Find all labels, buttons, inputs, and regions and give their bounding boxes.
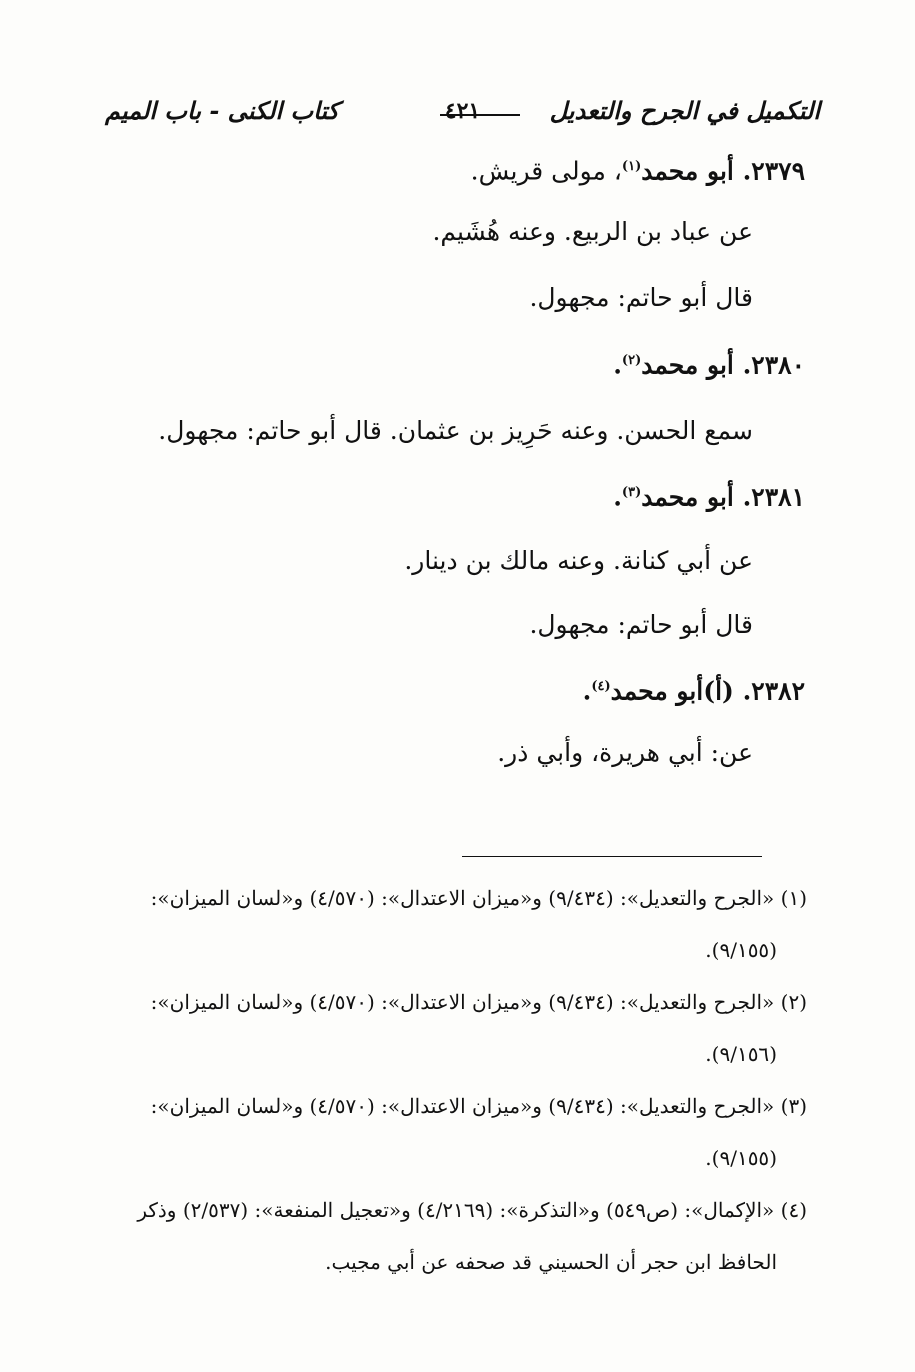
entry-suffix: . [582, 676, 592, 706]
entry-heading: ٢٣٨١. أبو محمد$^{(٣)}$. [613, 482, 805, 512]
footnote-ref: (٣) [621, 485, 642, 500]
entry-suffix: ، مولى قريش. [470, 156, 622, 186]
entry-name: أبو محمد [641, 156, 734, 186]
footnote [82, 1080, 807, 1184]
entry-line: سمع الحسن. وعنه حَرِيز بن عثمان. قال أبو حاتم: مجهول. [158, 416, 753, 445]
entry-heading: ٢٣٧٩. أبو محمد$^{(١)}$، مولى قريش. [470, 156, 805, 186]
main-text [80, 150, 805, 769]
entry-suffix: . [613, 482, 622, 512]
running-title: التكميل في الجرح والتعديل [549, 96, 820, 125]
footnote-line: (٤) «الإكمال»: (ص٥٤٩) و«التذكرة»: (٤/٢١٦٩) و«تعجيل المنفعة»: (٢/٥٣٧) وذكر [137, 1198, 807, 1222]
footnote [82, 872, 807, 976]
entry-line: قال أبو حاتم: مجهول. [529, 610, 753, 639]
page-number: ٤٢١ [444, 98, 481, 124]
entry-heading: ٢٣٨٠. أبو محمد$^{(٢)}$. [613, 350, 805, 380]
section-title: كتاب الكنى - باب الميم [105, 96, 340, 125]
entry-heading: ٢٣٨٢. (أ)أبو محمد$^{(٤)}$. [582, 676, 805, 706]
entry-name: أبو محمد [641, 350, 734, 380]
footnote-ref: (١) [621, 159, 642, 174]
entry-number: ٢٣٨٢ [751, 676, 805, 706]
entry-number: ٢٣٨٠ [751, 350, 805, 380]
footnote-separator [462, 856, 762, 857]
entry-marker: (أ) [703, 676, 734, 706]
footnote-ref: (٢) [621, 353, 642, 368]
entry-name: أبو محمد [610, 676, 704, 706]
footnote-ref: (٤) [591, 679, 611, 694]
footnote-line: (٩/١٥٦). [705, 1042, 777, 1066]
entry-line: عن: أبي هريرة، وأبي ذر. [497, 738, 753, 767]
entry-number: ٢٣٨١ [751, 482, 805, 512]
footnotes [82, 872, 807, 1288]
footnote-line: (٢) «الجرح والتعديل»: (٩/٤٣٤) و«ميزان الاعتدال»: (٤/٥٧٠) و«لسان الميزان»: [150, 990, 807, 1014]
entry-line: قال أبو حاتم: مجهول. [529, 283, 753, 312]
footnote [82, 976, 807, 1080]
entry-number: ٢٣٧٩ [751, 156, 805, 186]
footnote-line: الحافظ ابن حجر أن الحسيني قد صحفه عن أبي مجيب. [325, 1250, 777, 1274]
footnote-line: (٩/١٥٥). [705, 938, 777, 962]
footnote-line: (٩/١٥٥). [705, 1146, 777, 1170]
footnote [82, 1184, 807, 1288]
entry-line: عن أبي كنانة. وعنه مالك بن دينار. [404, 546, 753, 575]
entry-line: عن عباد بن الربيع. وعنه هُشَيم. [432, 217, 753, 246]
page-header [105, 96, 820, 136]
header-dash [480, 114, 520, 116]
entry-suffix: . [613, 350, 622, 380]
footnote-line: (٣) «الجرح والتعديل»: (٩/٤٣٤) و«ميزان الاعتدال»: (٤/٥٧٠) و«لسان الميزان»: [150, 1094, 807, 1118]
footnote-line: (١) «الجرح والتعديل»: (٩/٤٣٤) و«ميزان الاعتدال»: (٤/٥٧٠) و«لسان الميزان»: [150, 886, 807, 910]
entry-name: أبو محمد [641, 482, 734, 512]
